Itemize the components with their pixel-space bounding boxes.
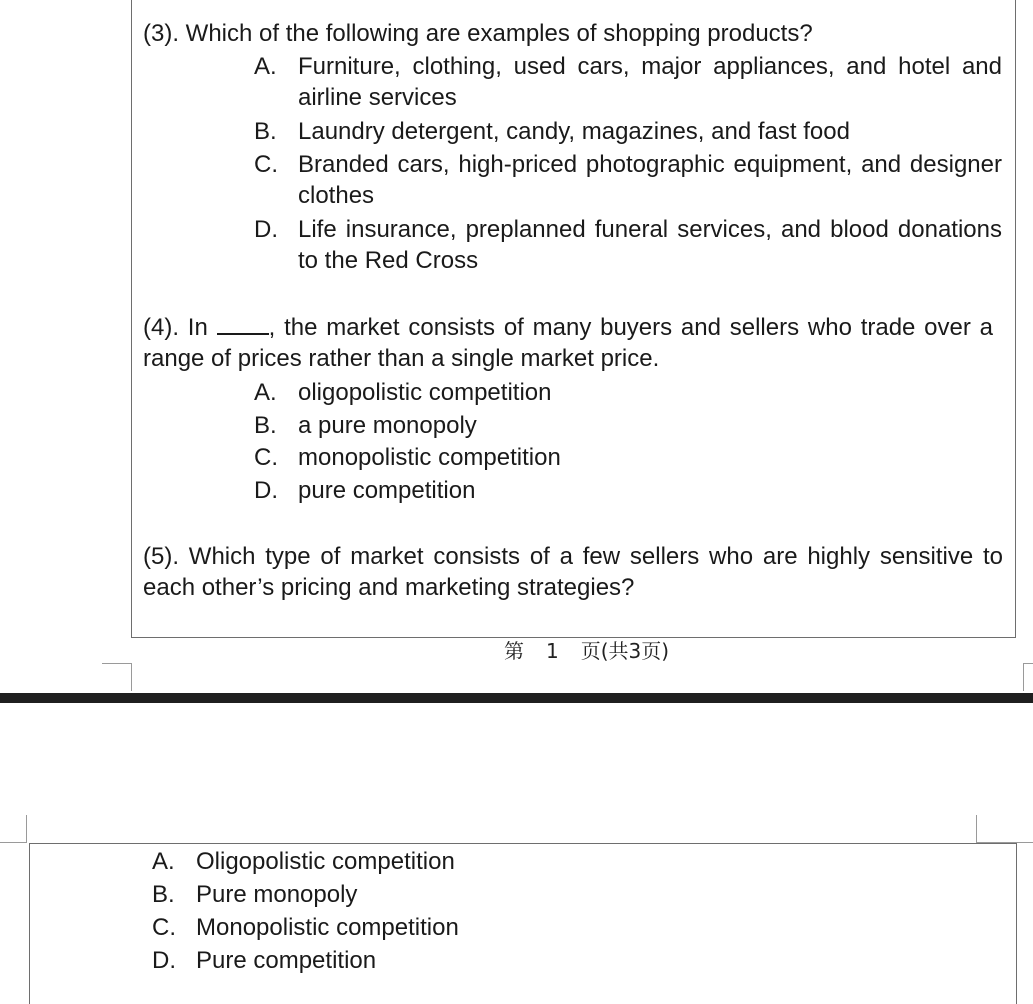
option-letter: B.: [254, 412, 277, 439]
option-letter: A.: [254, 53, 277, 80]
option-letter: D.: [152, 947, 176, 974]
question-4-prompt: [143, 312, 993, 374]
question-3-option-d: [254, 214, 1002, 276]
option-letter: B.: [152, 881, 175, 908]
question-5-option-d: [152, 945, 852, 976]
option-letter: A.: [254, 379, 277, 406]
answer-blank: [217, 315, 269, 335]
option-letter: C.: [152, 914, 176, 941]
question-3-option-c: [254, 149, 1002, 211]
option-text: oligopolistic competition: [298, 379, 552, 406]
footer-page-number: 1: [546, 639, 559, 663]
question-4-prompt-end: , the market consists of many buyers and sellers who trade over a range of prices rather than a single market price.: [143, 314, 994, 372]
question-4-option-a: [254, 377, 1002, 408]
option-text: Oligopolistic competition: [196, 848, 455, 875]
margin-corner-mark: [102, 663, 132, 691]
option-letter: D.: [254, 216, 278, 243]
margin-corner-mark: [0, 815, 27, 843]
margin-corner-mark: [976, 815, 1033, 843]
question-4-option-c: [254, 442, 1002, 473]
option-text: Monopolistic competition: [196, 914, 459, 941]
option-text: Branded cars, high-priced photographic equipment, and designer clothes: [298, 151, 1002, 209]
option-text: Laundry detergent, candy, magazines, and fast food: [298, 118, 850, 145]
question-5-prompt: (5). Which type of market consists of a few sellers who are highly sensitive to each other’s pricing and marketing strategies?: [143, 543, 1003, 601]
option-text: a pure monopoly: [298, 412, 477, 439]
option-text: Life insurance, preplanned funeral services, and blood donations to the Red Cross: [298, 216, 1002, 274]
option-text: Pure monopoly: [196, 881, 358, 908]
footer-prefix: 第: [504, 639, 524, 663]
option-letter: C.: [254, 151, 278, 178]
option-text: pure competition: [298, 477, 476, 504]
option-letter: A.: [152, 848, 175, 875]
question-3-prompt: (3). Which of the following are examples of shopping products?: [143, 20, 813, 47]
page-break-divider: [0, 693, 1033, 703]
question-3-option-a: [254, 51, 1002, 113]
page-footer: [504, 637, 669, 665]
question-5-option-b: [152, 879, 852, 910]
question-4-prompt-start: (4). In: [143, 314, 208, 341]
option-text: monopolistic competition: [298, 444, 561, 471]
option-text: Pure competition: [196, 947, 377, 974]
option-letter: C.: [254, 444, 278, 471]
question-3-option-b: [254, 116, 1002, 147]
question-4-option-b: [254, 410, 1002, 441]
question-5-option-a: [152, 846, 852, 877]
question-4-option-d: [254, 475, 1002, 506]
option-text: Furniture, clothing, used cars, major appliances, and hotel and airline services: [298, 53, 1002, 111]
option-letter: B.: [254, 118, 277, 145]
question-5-option-c: [152, 912, 852, 943]
margin-corner-mark: [1023, 663, 1033, 691]
option-letter: D.: [254, 477, 278, 504]
footer-page-total: 页(共3页): [580, 639, 670, 663]
